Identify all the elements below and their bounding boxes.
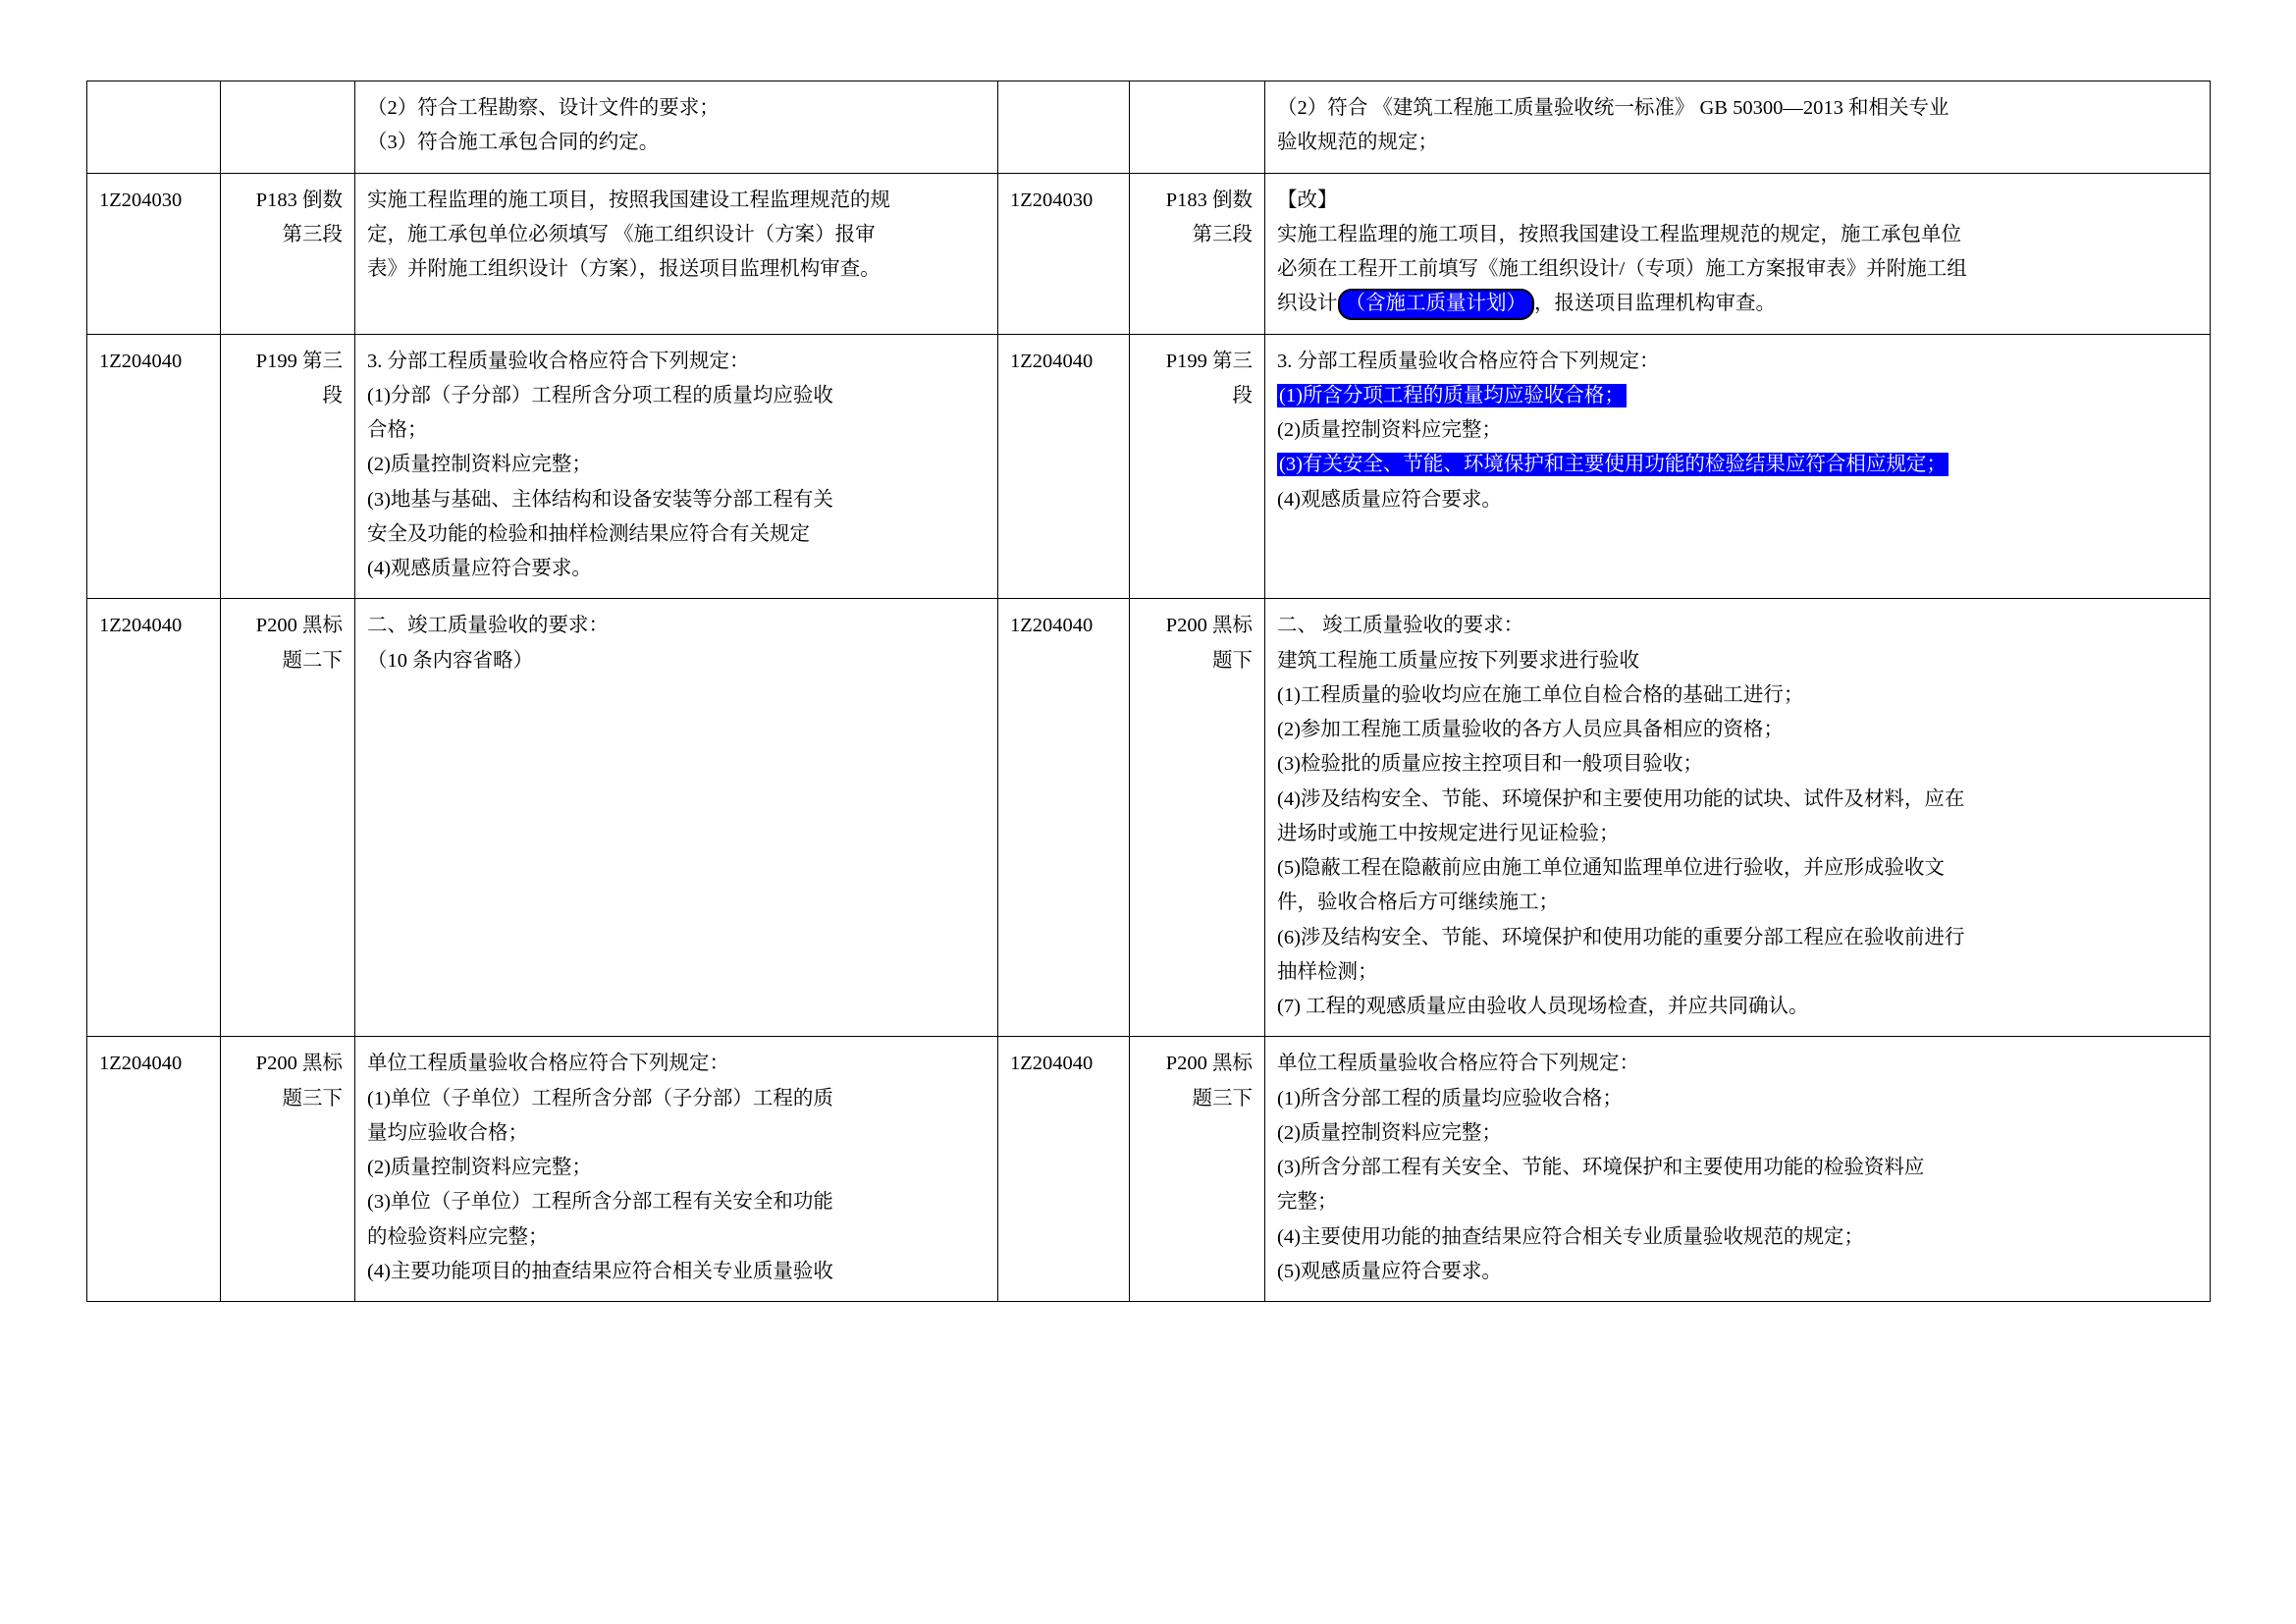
table-row: [87, 1037, 2211, 1302]
new-content-line: [1277, 448, 2198, 482]
old-content-line: 的检验资料应完整；: [367, 1225, 549, 1248]
new-code: 1Z204030: [1010, 189, 1094, 211]
old-code-cell: [87, 1037, 221, 1302]
new-location-line: P199 第三: [1165, 350, 1253, 372]
old-location-line: 段: [322, 384, 343, 406]
new-content-line: 验收规范的规定；: [1277, 132, 1438, 154]
old-code-cell: [87, 173, 221, 334]
new-content-line: (1)所含分部工程的质量均应验收合格；: [1277, 1087, 1623, 1110]
new-code-cell: [998, 334, 1130, 599]
line-text: (2)质量控制资料应完整；: [1277, 419, 1502, 441]
old-content-line: 合格；: [367, 419, 428, 441]
old-content-line: (4)观感质量应符合要求。: [367, 558, 592, 579]
old-content-line: (2)质量控制资料应完整；: [367, 1157, 592, 1178]
new-content-line: 实施工程监理的施工项目，按照我国建设工程监理规范的规定，施工承包单位: [1277, 223, 1961, 245]
line-text: 3. 分部工程质量验收合格应符合下列规定：: [1277, 350, 1660, 372]
old-code: 1Z204040: [99, 615, 183, 637]
new-content-cell: [1265, 1037, 2211, 1302]
new-content-line: 抽样检测；: [1277, 960, 1378, 983]
new-content-line: 件，验收合格后方可继续施工；: [1277, 892, 1559, 914]
new-content-line: 二、 竣工质量验收的要求：: [1277, 615, 1524, 637]
old-location-line: 第三段: [282, 223, 343, 245]
new-location-cell: [1130, 81, 1265, 174]
old-location-line: P199 第三: [255, 350, 343, 372]
new-location-cell: [1130, 1037, 1265, 1302]
new-content-line: (4)涉及结构安全、节能、环境保护和主要使用功能的试块、试件及材料，应在: [1277, 787, 1965, 810]
highlighted-text: (3)有关安全、节能、环境保护和主要使用功能的检验结果应符合相应规定；: [1279, 454, 1947, 476]
new-content-line: (6)涉及结构安全、节能、环境保护和使用功能的重要分部工程应在验收前进行: [1277, 926, 1965, 948]
old-content-cell: [355, 81, 998, 174]
old-content-cell: [355, 334, 998, 599]
new-location-cell: [1130, 334, 1265, 599]
new-content-cell: [1265, 334, 2211, 599]
old-content-line: 单位工程质量验收合格应符合下列规定：: [367, 1053, 729, 1075]
highlighted-insert: （含施工质量计划）: [1338, 289, 1535, 320]
new-content-line: [1277, 413, 2198, 448]
new-location-line: P183 倒数: [1165, 189, 1253, 211]
old-location-cell: [221, 81, 355, 174]
new-content-cell: [1265, 173, 2211, 334]
old-code: 1Z204040: [99, 350, 183, 372]
table-row: [87, 81, 2211, 174]
new-content-cell: [1265, 81, 2211, 174]
new-location-line: P200 黑标: [1165, 1053, 1253, 1075]
old-content-line: （10 条内容省略）: [367, 649, 534, 672]
new-code-cell: [998, 81, 1130, 174]
new-content-cell: [1265, 599, 2211, 1037]
new-content-line: (1)工程质量的验收均应在施工单位自检合格的基础工进行；: [1277, 683, 1804, 706]
old-content-line: 实施工程监理的施工项目，按照我国建设工程监理规范的规: [367, 189, 890, 211]
old-code: 1Z204040: [99, 1053, 183, 1075]
new-content-line: 进场时或施工中按规定进行见证检验；: [1277, 822, 1620, 844]
old-code-cell: [87, 334, 221, 599]
old-location-line: P183 倒数: [255, 189, 343, 211]
new-location-line: P200 黑标: [1165, 615, 1253, 637]
comparison-table: [86, 81, 2211, 1302]
line-text: (4)观感质量应符合要求。: [1277, 488, 1502, 511]
new-content-line: 单位工程质量验收合格应符合下列规定：: [1277, 1053, 1639, 1075]
old-content-line: 定，施工承包单位必须填写 《施工组织设计（方案）报审: [367, 223, 876, 245]
new-content-line: (2)参加工程施工质量验收的各方人员应具备相应的资格；: [1277, 719, 1784, 740]
old-code: 1Z204030: [99, 189, 183, 211]
table-row: [87, 173, 2211, 334]
old-content-line: (2)质量控制资料应完整；: [367, 454, 592, 476]
new-location-line: 第三段: [1192, 223, 1253, 245]
new-content-line: [1277, 379, 2198, 413]
highlighted-text: (1)所含分项工程的质量均应验收合格；: [1279, 384, 1625, 406]
new-code: 1Z204040: [1010, 1053, 1094, 1075]
old-location-line: P200 黑标: [255, 1053, 343, 1075]
new-content-line: (7) 工程的观感质量应由验收人员现场检查，并应共同确认。: [1277, 996, 1809, 1017]
new-location-line: 段: [1232, 384, 1253, 406]
line-suffix: ，报送项目监理机构审查。: [1534, 293, 1776, 315]
old-location-cell: [221, 1037, 355, 1302]
new-content-line: 完整；: [1277, 1191, 1338, 1214]
new-location-line: 题下: [1212, 649, 1253, 672]
old-content-cell: [355, 599, 998, 1037]
old-content-line: 3. 分部工程质量验收合格应符合下列规定：: [367, 350, 750, 372]
old-location-line: 题二下: [282, 649, 343, 672]
old-code-cell: [87, 599, 221, 1037]
new-code: 1Z204040: [1010, 350, 1094, 372]
new-content-line: (5)隐蔽工程在隐蔽前应由施工单位通知监理单位进行验收，并应形成验收文: [1277, 857, 1945, 879]
old-location-cell: [221, 173, 355, 334]
new-content-line: （2）符合 《建筑工程施工质量验收统一标准》 GB 50300—2013 和相关专业: [1277, 97, 1949, 119]
old-content-line: (1)单位（子单位）工程所含分部（子分部）工程的质: [367, 1087, 833, 1110]
old-location-cell: [221, 599, 355, 1037]
old-content-line: 量均应验收合格；: [367, 1121, 528, 1144]
old-location-line: P200 黑标: [255, 615, 343, 637]
old-content-cell: [355, 173, 998, 334]
new-code: 1Z204040: [1010, 615, 1094, 637]
new-location-cell: [1130, 599, 1265, 1037]
new-location-line: 题三下: [1192, 1087, 1253, 1110]
old-code-cell: [87, 81, 221, 174]
new-content-line: [1277, 345, 2198, 379]
old-content-line: （2）符合工程勘察、设计文件的要求；: [367, 97, 720, 119]
new-content-line-boxed: [1277, 287, 2198, 321]
new-content-line: (2)质量控制资料应完整；: [1277, 1121, 1502, 1144]
old-content-line: （3）符合施工承包合同的约定。: [367, 132, 660, 154]
new-content-line: 建筑工程施工质量应按下列要求进行验收: [1277, 649, 1639, 672]
change-tag: 【改】: [1277, 189, 1338, 211]
new-content-line: 必须在工程开工前填写《施工组织设计/（专项）施工方案报审表》并附施工组: [1277, 258, 1967, 280]
old-location-cell: [221, 334, 355, 599]
new-content-line: [1277, 483, 2198, 517]
new-content-line: (3)检验批的质量应按主控项目和一般项目验收；: [1277, 753, 1703, 776]
old-content-line: 表》并附施工组织设计（方案），报送项目监理机构审查。: [367, 258, 881, 280]
new-code-cell: [998, 173, 1130, 334]
new-content-line: (3)所含分部工程有关安全、节能、环境保护和主要使用功能的检验资料应: [1277, 1157, 1925, 1178]
new-location-cell: [1130, 173, 1265, 334]
old-content-line: 安全及功能的检验和抽样检测结果应符合有关规定: [367, 522, 810, 545]
old-content-line: (1)分部（子分部）工程所含分项工程的质量均应验收: [367, 384, 833, 406]
old-content-line: (4)主要功能项目的抽查结果应符合相关专业质量验收: [367, 1260, 833, 1282]
old-content-cell: [355, 1037, 998, 1302]
new-content-line: (4)主要使用功能的抽查结果应符合相关专业质量验收规范的规定；: [1277, 1225, 1864, 1248]
new-content-line: (5)观感质量应符合要求。: [1277, 1260, 1502, 1282]
table-row: [87, 334, 2211, 599]
line-prefix: 织设计: [1277, 293, 1338, 315]
old-content-line: (3)地基与基础、主体结构和设备安装等分部工程有关: [367, 488, 833, 511]
new-code-cell: [998, 1037, 1130, 1302]
old-content-line: (3)单位（子单位）工程所含分部工程有关安全和功能: [367, 1191, 833, 1214]
new-code-cell: [998, 599, 1130, 1037]
table-row: [87, 599, 2211, 1037]
old-location-line: 题三下: [282, 1087, 343, 1110]
old-content-line: 二、竣工质量验收的要求：: [367, 615, 609, 637]
